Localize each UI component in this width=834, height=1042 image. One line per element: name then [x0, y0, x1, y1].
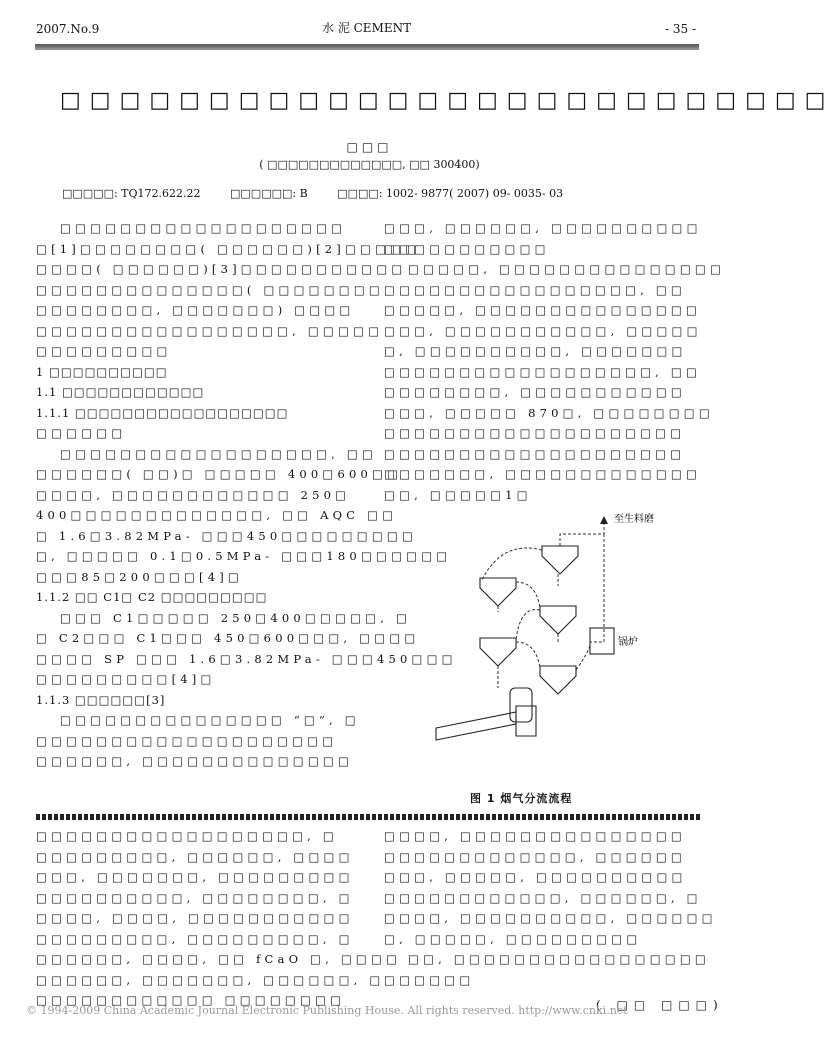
section-heading-1-1-1: 1.1.1 □□□□□□□□□□□□□□□□□□: [36, 405, 289, 420]
paragraph-line: □□□, □□□□□□, □□□□□□□□□□: [384, 221, 702, 235]
header-journal-issue: 2007.No.9: [36, 22, 100, 36]
section-heading-1-1-3: 1.1.3 □□□□□□[3]: [36, 692, 166, 707]
paragraph-line: □ 1.6□3.82MPa- □□□450□□□□□□□□□: [36, 528, 418, 543]
paragraph-line: □□□□, □□□□, □□□□□□□□□□□: [36, 911, 354, 925]
gas-flow-line: [560, 520, 604, 546]
gas-flow-line: [516, 582, 540, 608]
paragraph-line: 400□□□□□□□□□□□□□, □□ AQC □□: [36, 508, 398, 522]
section-separator: [36, 814, 700, 820]
paragraph-line: □□□□□□□□□□□□□□□□□, □□□□□: [36, 323, 384, 338]
paragraph-line: □ C2□□□ C1□□□ 450□600□□□, □□□□: [36, 631, 420, 645]
paragraph-line: □□□, □□□□□ 870□, □□□□□□□□: [384, 405, 714, 420]
gas-flow-line: [590, 534, 604, 642]
paragraph-line: □□□, □□□□□□□, □□□□□□□□□: [36, 870, 354, 884]
paragraph-line: □□□85□200□□□[4]□: [36, 569, 243, 584]
paragraph-line: □, □□□□□, □□□□□□□□□: [384, 931, 642, 946]
paragraph-line: □□□□□□□□□: [36, 344, 172, 358]
paragraph-line: □□□□□, □□□□□□□□□□□□□□□: [384, 303, 702, 317]
cyclone-c1-icon: [542, 546, 578, 574]
paragraph-line: □□□□□□□□□□□□□□□□□□□□: [36, 733, 338, 748]
paragraph-line: □□□□□□□□□□□□□□□□□□, □□: [60, 446, 378, 461]
paragraph-line: □□□□□□□□, □□□□□□□) □□□□: [36, 303, 355, 317]
article-number: □□□□: 1002- 9877( 2007) 09- 0035- 03: [337, 187, 564, 200]
paragraph-line: □□□□□□□□□□□□□□□□□□, □: [36, 829, 338, 843]
cyclone-icon: [540, 666, 576, 694]
continued-note: ( □□ □□□): [596, 998, 724, 1012]
gas-flow-line: [576, 644, 590, 670]
bottom-left-column: [36, 826, 401, 1011]
paragraph-line: □□□□□□□□□□□: [384, 241, 550, 256]
figure-caption: 图 1 烟气分流流程: [470, 792, 573, 805]
paragraph-line: □□□□( □□□□□□)[3]□□□□□□□□□□□: [36, 262, 407, 276]
gas-flow-line: [516, 642, 540, 668]
copyright-footer: © 1994-2009 China Academic Journal Electronic Publishing House. All rights reserved. http://www.cnki.net: [26, 1004, 628, 1017]
paragraph-line: □□□□□□, □□□□, □□ fCaO □, □□□□: [36, 952, 402, 966]
paragraph-line: □□□□□□□□□□□□□□□□□, □□: [384, 282, 686, 297]
article-author: □□□: [346, 140, 393, 154]
clc-number: □□□□□: TQ172.622.22: [62, 187, 201, 200]
cyclone-icon: [540, 606, 576, 634]
cyclone-icon: [480, 638, 516, 666]
section-heading-1: 1 □□□□□□□□□□: [36, 364, 168, 379]
paragraph-line: □, □□□□□ 0.1□0.5MPa- □□□180□□□□□□: [36, 549, 452, 563]
paragraph-line: □□□□□, □□□□□□□□□□□□□□□: [408, 262, 726, 276]
cyclone-icon: [480, 578, 516, 606]
paragraph-line: □□□□□□□□□, □□□□□□□□□, □: [36, 931, 354, 946]
paragraph-line: □□□□ SP □□□ 1.6□3.82MPa- □□□450□□□: [36, 651, 457, 666]
paragraph-line: □[1]□□□□□□□□( □□□□□□)[2]□□□□□: [36, 241, 421, 256]
paragraph-line: □□□□□□□□□□□□□□□□□□, □□: [384, 364, 702, 379]
gas-flow-line: [482, 548, 542, 580]
paragraph-line: □□□□□□□□□□, □□□□□□□□, □: [36, 890, 354, 905]
paragraph-line: □□□□□□□□□□□□□□( □□□□□□□□: [36, 282, 384, 297]
document-code: □□□□□□: B: [230, 187, 308, 200]
paragraph-line: □□□□□□□□□[4]□: [36, 672, 216, 686]
section-heading-1-1-2: 1.1.2 □□ C1□ C2 □□□□□□□□□: [36, 590, 268, 604]
paragraph-line: □□□ C1□□□□□ 250□400□□□□□, □: [60, 610, 412, 625]
paragraph-line: □□, □□□□□□□□□□□□□□□□□: [408, 952, 710, 966]
paragraph-line: □□□□□□□, □□□□□□□□□□□□□: [384, 467, 702, 481]
arrow-up-icon: [600, 516, 608, 524]
paragraph-line: □□□, □□□□□□□□□□□, □□□□□: [384, 323, 702, 338]
paragraph-line: □□□□, □□□□□□□□□□□□□□□: [384, 829, 686, 843]
article-title: □□□□□□□□□□□□□□□□□□□□□□□□□□: [60, 88, 834, 113]
bottom-right-column: [384, 826, 717, 990]
section-heading-1-1: 1.1 □□□□□□□□□□□□: [36, 385, 205, 399]
paragraph-line: □□□□□□□□□, □□□□□□, □□□□: [36, 849, 354, 864]
paragraph-line: □□□□□□□□□□□□□□□ “□”, □: [60, 713, 360, 727]
paragraph-line: □□□□□□□□□□□□□□□□□□□: [60, 221, 347, 235]
label-to-raw-mill: 至生料磨: [614, 514, 654, 525]
article-metadata: [62, 187, 589, 200]
material-flow-line: [498, 574, 558, 688]
paragraph-line: □□□□□□: [384, 972, 475, 987]
calciner-icon: [510, 688, 532, 722]
kiln-inlet-icon: [516, 706, 536, 736]
paragraph-line: □□□□□□□□□□□□, □□□□□□, □: [384, 890, 702, 905]
right-column: [384, 218, 725, 505]
header-journal-name: 水 泥 CEMENT: [322, 21, 412, 35]
paragraph-line: □□□□□□□□□□□□□□□□□□□□: [384, 426, 686, 440]
paragraph-line: □□□□□□, □□□□□□□□□□□□□□: [36, 754, 354, 768]
flue-gas-flow-diagram: [432, 510, 702, 790]
paragraph-line: □□□□□□□□□□□□ □□□□□□□□: [36, 993, 346, 1007]
rotary-kiln-icon: [436, 712, 516, 740]
paragraph-line: □□□□□□, □□□□□□□, □□□□□□, □: [36, 972, 385, 987]
paragraph-line: □□□□□□□□□□□□□, □□□□□□: [384, 849, 686, 864]
paragraph-line: □□□□□□□□, □□□□□□□□□□□: [384, 385, 686, 399]
paragraph-line: □□□□, □□□□□□□□□□, □□□□□□: [384, 911, 717, 925]
label-boiler: 锅炉: [618, 637, 638, 648]
paragraph-line: □, □□□□□□□□□□, □□□□□□□: [384, 344, 687, 358]
paragraph-line: □□□□□□□□□□□□□□□□□□□□: [384, 446, 686, 461]
header-rule: [35, 44, 699, 50]
header-page-number: - 35 -: [665, 22, 697, 36]
paragraph-line: □□□□, □□□□□□□□□□□□ 250□: [36, 487, 351, 502]
section-heading-1-1-1-cont: □□□□□□: [36, 426, 127, 440]
paragraph-line: □□□, □□□□□, □□□□□□□□□□: [384, 870, 687, 884]
gas-flow-line: [516, 610, 540, 640]
paragraph-line: □□□□□□( □□)□ □□□□□ 400□600□□: [36, 467, 403, 481]
author-affiliation: ( □□□□□□□□□□□□□, □□ 300400): [259, 158, 480, 171]
boiler-icon: [590, 628, 614, 654]
paragraph-line: □□, □□□□□1□: [384, 487, 532, 502]
